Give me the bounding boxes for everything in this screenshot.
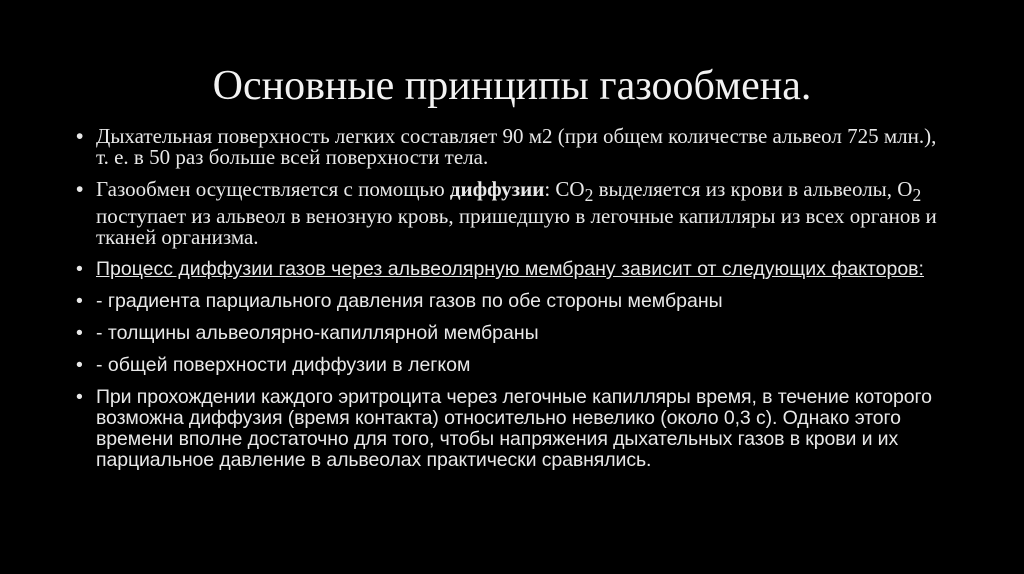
- bullet-text-mid2: выделяется из крови в альвеолы, O: [593, 177, 913, 201]
- bullet-text-after: поступает из альвеол в венозную кровь, пришедшую в легочные капилляры из всех органов и тканей организма.: [96, 204, 937, 250]
- bullet-icon: •: [76, 290, 83, 313]
- bullet-icon: •: [76, 178, 84, 201]
- bullet-icon: •: [76, 354, 83, 377]
- bullet-item-thickness: [74, 323, 954, 344]
- bullet-item-diffusion: [74, 179, 954, 248]
- bullet-item-gradient: [74, 291, 954, 312]
- bullet-text-mid1: : CO: [544, 177, 585, 201]
- bullet-text-before: Газообмен осуществляется с помощью: [96, 177, 450, 201]
- subscript-o2: 2: [912, 185, 922, 206]
- slide-title: Основные принципы газообмена.: [212, 63, 812, 109]
- bullet-item-factors-heading: [74, 259, 954, 280]
- bullet-item-surface-area: [74, 126, 954, 168]
- bullet-text: - градиента парциального давления газов по обе стороны мембраны: [96, 290, 723, 313]
- bullet-text: - общей поверхности диффузии в легком: [96, 354, 471, 377]
- bullet-item-surface: [74, 355, 954, 376]
- bullet-icon: •: [76, 258, 83, 281]
- bullet-icon: •: [76, 125, 84, 148]
- bullet-list: [74, 126, 954, 482]
- bullet-item-contact-time: [74, 387, 954, 471]
- bullet-icon: •: [76, 322, 83, 345]
- bullet-text-bold: диффузии: [449, 177, 545, 201]
- bullet-text: При прохождении каждого эритроцита через легочные капилляры время, в течение которого возможна диффузия (время контакта) относительно невелико (около 0,3 с). Однако этого времени вполне достаточно для того, чтобы напряжения дыхательных газов в крови и их парциальное давление в альвеолах практически сравнялись.: [96, 386, 932, 472]
- bullet-icon: •: [76, 386, 83, 409]
- subscript-co2: 2: [584, 185, 594, 206]
- bullet-text-underlined: Процесс диффузии газов через альвеолярную мембрану зависит от следующих факторов:: [96, 258, 924, 281]
- bullet-text: Дыхательная поверхность легких составляет 90 м2 (при общем количестве альвеол 725 млн.), т. е. в 50 раз больше всей поверхности тела.: [96, 124, 937, 169]
- bullet-text: - толщины альвеолярно-капиллярной мембраны: [96, 322, 539, 345]
